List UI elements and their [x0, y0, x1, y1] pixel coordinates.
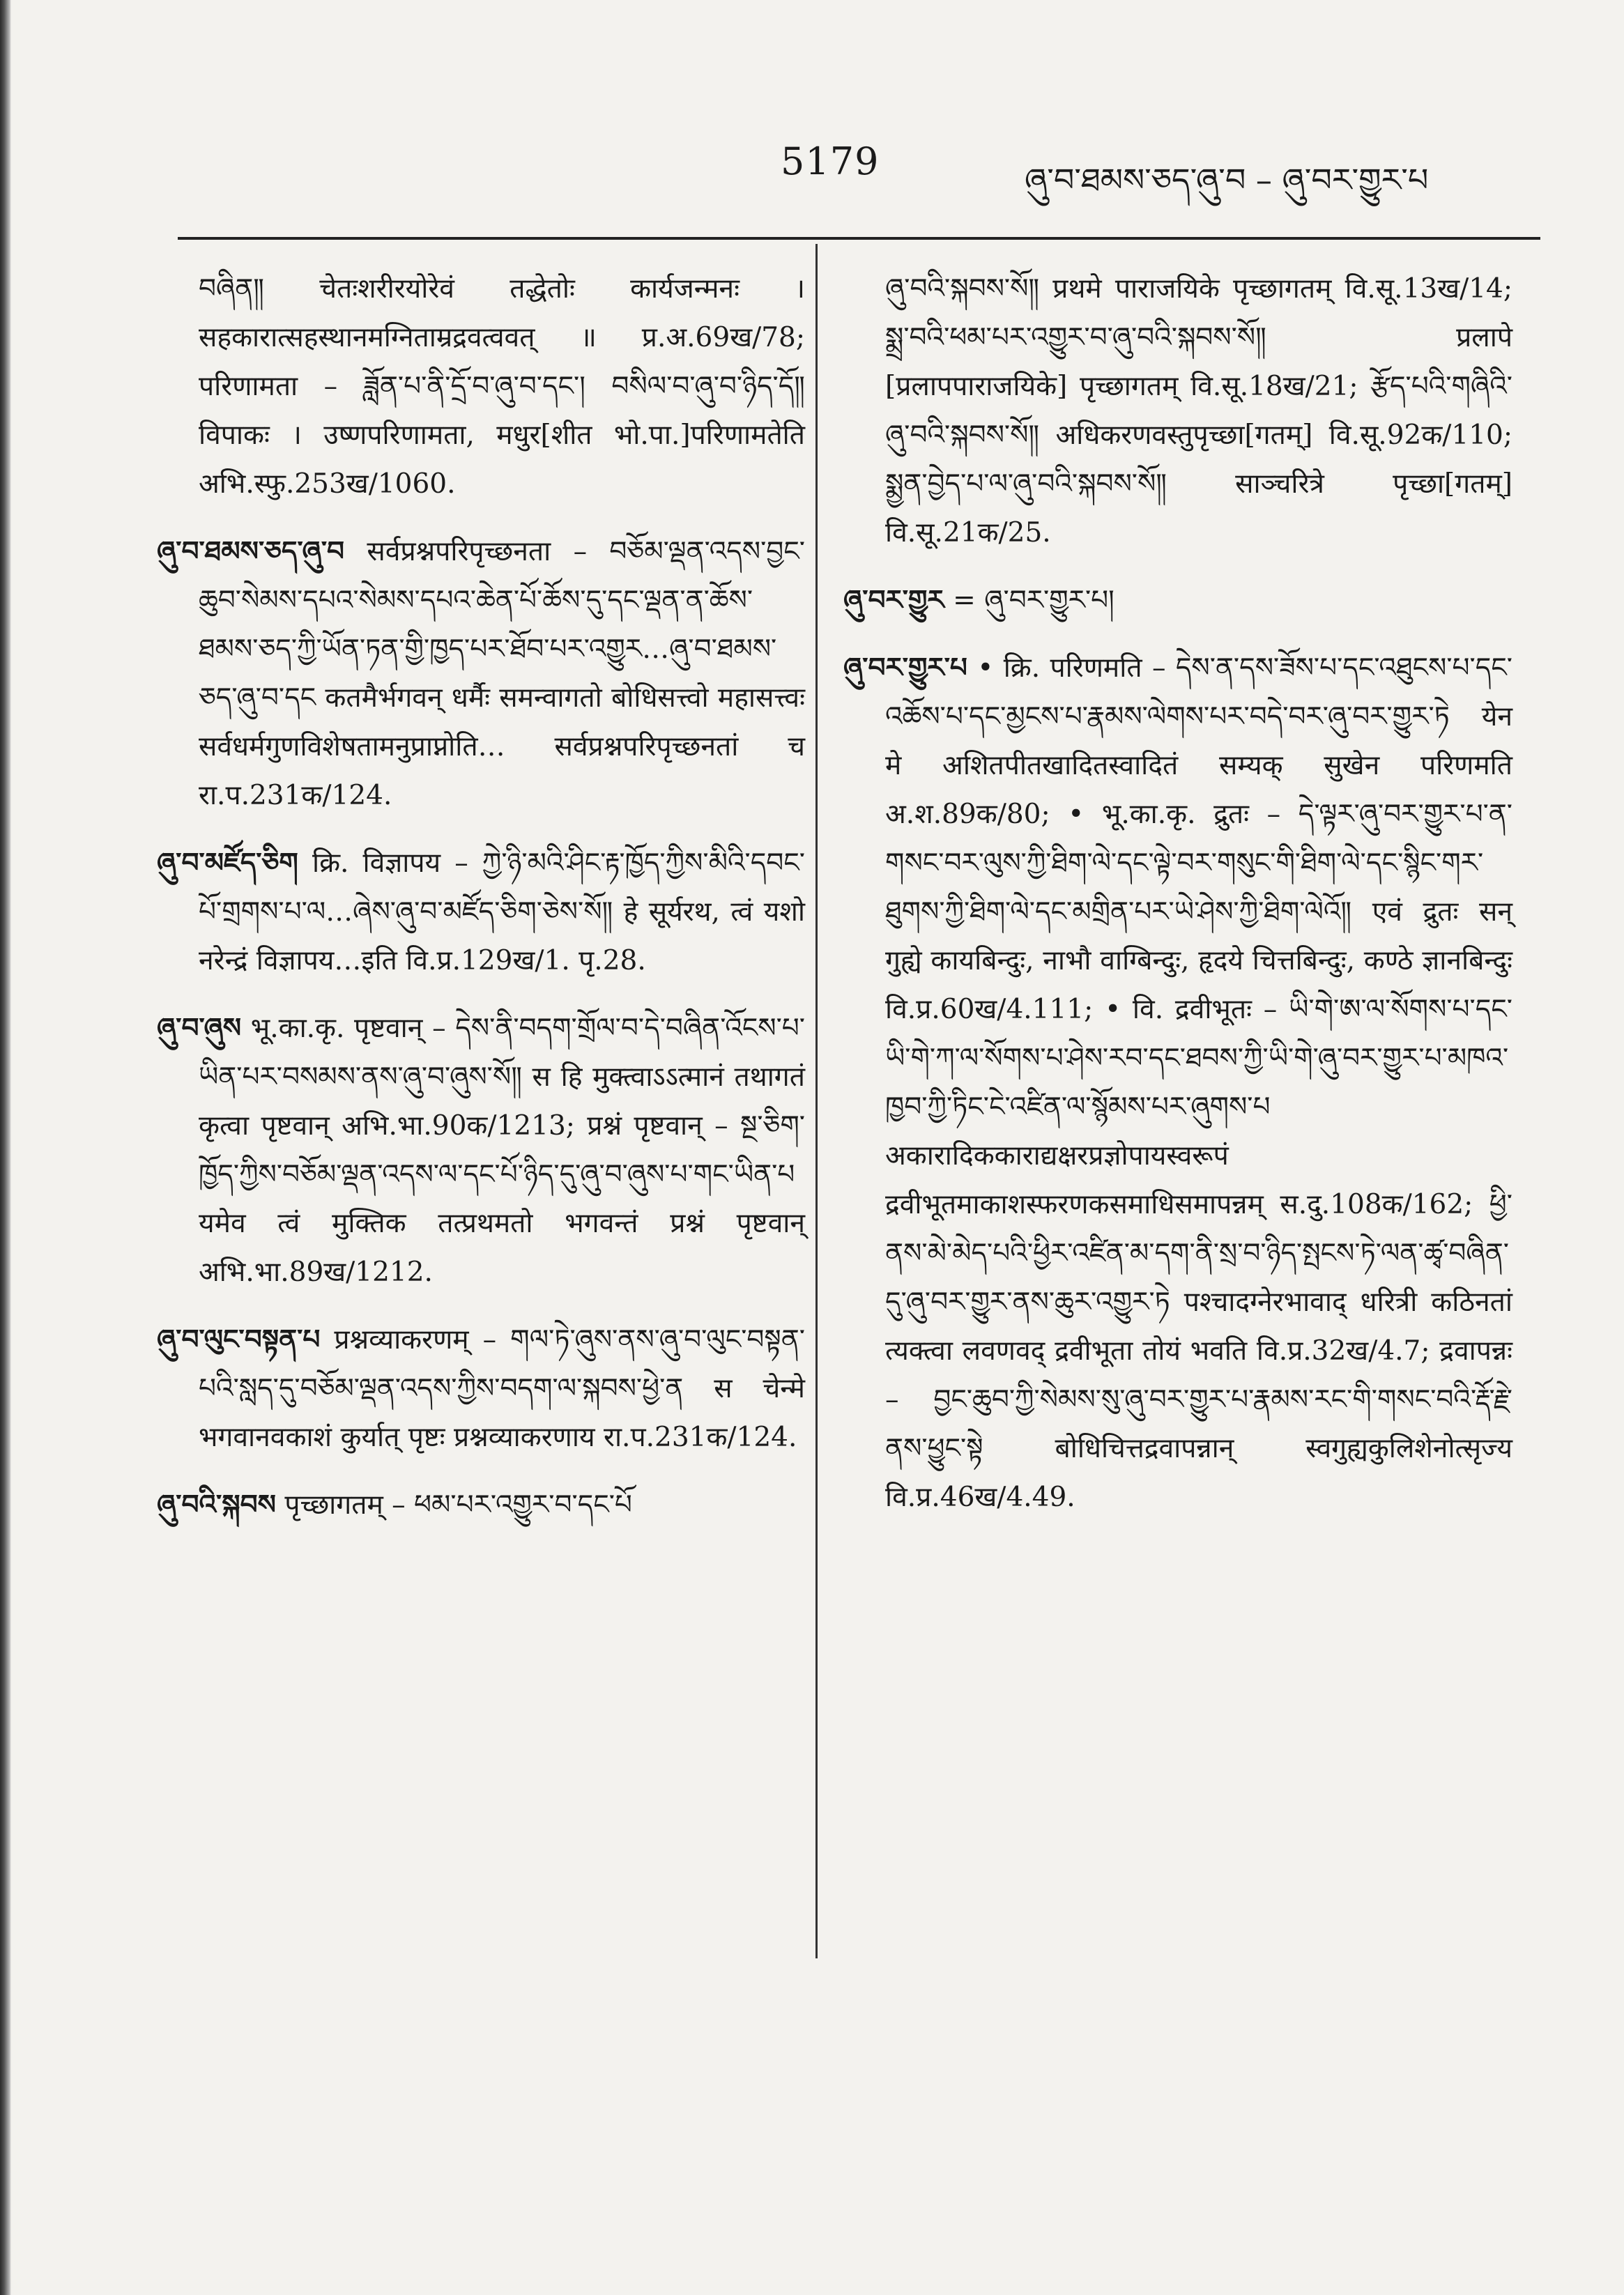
entry-headword: ཞུ་བའི་སྐབས — [157, 1489, 276, 1521]
entry-text: क्रि. विज्ञापय – ཀྱེ་ཉི་མའི་ཤིང་རྟ་ཁྱོད་ཀྱིས་མིའི་དབང་པོ་གྲགས་པ་ལ…ཞེས་ཞུ་བ་མཛོད་ཅིག་ཅེས་སོ༎ हे सूर्यरथ, त्वं यशो नरेन्द्रं विज्ञापय…इति वि.प्र.129ख/1. पृ.28. — [199, 847, 805, 976]
dictionary-entry — [157, 838, 805, 985]
entry-text: བཞིན༎ चेतःशरीरयोरेवं तद्धेतोः कार्यजन्मनः । सहकारात्सहस्थानमग्निताम्रद्रवत्ववत् ॥ प्र.अ.69ख/78; परिणामता – ཟློན་པ་ནི་དྲོ་བ་ཞུ་བ་དང་། བསིལ་བ་ཞུ་བ་ཉིད་དོ༎ विपाकः । उष्णपरिणामता, मधुर[शीत भो.पा.]परिणामतेति अभि.स्फु.253ख/1060. — [199, 273, 805, 500]
entry-text: सर्वप्रश्नपरिपृच्छनता – བཅོམ་ལྡན་འདས་བྱང་ཆུབ་སེམས་དཔའ་སེམས་དཔའ་ཆེན་པོ་ཆོས་དུ་དང་ལྡན་ན་ཆོས་ཐམས་ཅད་ཀྱི་ཡོན་ཏན་གྱི་ཁྱད་པར་ཐོབ་པར་འགྱུར…ཞུ་བ་ཐམས་ཅད་ཞུ་བ་དང कतमैर्भगवन् धर्मैः समन्वागतो बोधिसत्त्वो महासत्त्वः सर्वधर्मगुणविशेषतामनुप्राप्नोति… सर्वप्रश्नपरिपृच्छनतां च रा.प.231क/124. — [199, 536, 805, 811]
entry-headword: ཞུ་བ་ཐམས་ཅད་ཞུ་བ — [157, 535, 345, 567]
entry-text: प्रश्नव्याकरणम् – གལ་ཏེ་ཞུས་ནས་ཞུ་བ་ལུང་བསྟན་པའི་སླད་དུ་བཅོམ་ལྡན་འདས་ཀྱིས་བདག་ལ་སྐབས་ཕྱེ་ན स चेन्मे भगवानवकाशं कुर्यात् पृष्टः प्रश्नव्याकरणाय रा.प.231क/124. — [199, 1324, 805, 1453]
entry-headword: ཞུ་བ་མཛོད་ཅིག — [157, 847, 298, 879]
column-divider — [815, 244, 818, 1958]
entry-headword: ཞུ་བར་གྱུར — [843, 584, 944, 616]
right-column — [843, 265, 1512, 1540]
entry-text: = ཞུ་བར་གྱུར་པ། — [953, 585, 1114, 616]
entry-continuation — [843, 265, 1512, 558]
entry-headword: ཞུ་བ་ཞུས — [157, 1012, 242, 1044]
dictionary-entry — [843, 576, 1512, 625]
entry-headword: ཞུ་བ་ལུང་བསྟན་པ — [157, 1323, 321, 1356]
scan-edge — [0, 0, 11, 2295]
entry-continuation — [157, 265, 805, 509]
dictionary-entry — [157, 1004, 805, 1297]
dictionary-entry — [157, 1480, 805, 1530]
entry-text: भू.का.कृ. पृष्टवान् – དེས་ནི་བདག་གྲོལ་བ་དེ་བཞིན་འོངས་པ་ཡིན་པར་བསམས་ནས་ཞུ་བ་ཞུས་སོ༎ स हि मुक्त्वाऽऽत्मानं तथागतं कृत्वा पृष्टवान् अभि.भा.90क/1213; प्रश्नं पृष्टवान् – སྔ་ཅིག་ཁྱོད་ཀྱིས་བཅོམ་ལྡན་འདས་ལ་དང་པོ་ཉིད་དུ་ཞུ་བ་ཞུས་པ་གང་ཡིན་པ यमेव त्वं मुक्तिक तत्प्रथमतो भगवन्तं प्रश्नं पृष्टवान् अभि.भा.89ख/1212. — [199, 1013, 805, 1288]
dictionary-entry — [157, 527, 805, 820]
running-head: ཞུ་བ་ཐམས་ཅད་ཞུ་བ – ཞུ་བར་གྱུར་པ — [1025, 161, 1429, 199]
dictionary-entry — [157, 1315, 805, 1462]
dictionary-entry — [843, 643, 1512, 1522]
page-number: 5179 — [781, 139, 880, 183]
entry-text: पृच्छागतम् – ཕམ་པར་འགྱུར་བ་དང་པོ — [284, 1489, 632, 1521]
entry-headword: ཞུ་བར་གྱུར་པ — [843, 652, 967, 684]
header-rule — [178, 237, 1540, 240]
entry-text: ཞུ་བའི་སྐབས་སོ༎ प्रथमे पाराजयिके पृच्छागतम् वि.सू.13ख/14; སྨྲ་བའི་ཕམ་པར་འགྱུར་བ་ཞུ་བའི་སྐབས་སོ༎ प्रलापे [प्रलापपाराजयिके] पृच्छागतम् वि.सू.18ख/21; རྩོད་པའི་གཞིའི་ཞུ་བའི་སྐབས་སོ༎ अधिकरणवस्तुपृच्छा[गतम्] वि.सू.92क/110; སྨྱན་བྱེད་པ་ལ་ཞུ་བའི་སྐབས་སོ༎ साञ्चरित्रे पृच्छा[गतम्] वि.सू.21क/25. — [885, 273, 1512, 548]
entry-text: • क्रि. परिणमति – དེས་ན་དས་ཟོས་པ་དང་འཐུངས་པ་དང་འཆོས་པ་དང་མྱངས་པ་རྣམས་ལེགས་པར་བདེ་བར་ཞུ་བར་གྱུར་ཏེ येन मे अशितपीतखादितस्वादितं सम्यक् सुखेन परिणमति अ.श.89क/80; • भू.का.कृ. द्रुतः – དེ་ལྟར་ཞུ་བར་གྱུར་པ་ན་གསང་བར་ལུས་ཀྱི་ཐིག་ལེ་དང་ལྟེ་བར་གསུང་གི་ཐིག་ལེ་དང་སྙིང་གར་ཐུགས་ཀྱི་ཐིག་ལེ་དང་མགྲིན་པར་ཡེ་ཤེས་ཀྱི་ཐིག་ལེའོ༎ एवं द्रुतः सन् गुह्ये कायबिन्दुः, नाभौ वाग्बिन्दुः, हृदये चित्तबिन्दुः, कण्ठे ज्ञानबिन्दुः वि.प्र.60ख/4.111; • वि. द्रवीभूतः – ཡི་གེ་ཨ་ལ་སོགས་པ་དང་ཡི་གེ་ཀ་ལ་སོགས་པ་ཤེས་རབ་དང་ཐབས་ཀྱི་ཡི་གེ་ཞུ་བར་གྱུར་པ་མཁའ་ཁྱབ་ཀྱི་ཏིང་ངེ་འཛིན་ལ་སྙོམས་པར་ཞུགས་པ अकारादिककाराद्यक्षरप्रज्ञोपायस्वरूपं द्रवीभूतमाकाशस्फरणकसमाधिसमापन्नम् स.दु.108क/162; ཕྱི་ནས་མེ་མེད་པའི་ཕྱིར་འཛིན་མ་དག་ནི་སྲ་བ་ཉིད་སྤངས་ཏེ་ལན་ཚྭ་བཞིན་དུ་ཞུ་བར་གྱུར་ནས་ཆུར་འགྱུར་ཏེ पश्चादग्नेरभावाद् धरित्री कठिनतां त्यक्त्वा लवणवद् द्रवीभूता तोयं भवति वि.प्र.32ख/4.7; द्रवापन्नः – བྱང་ཆུབ་ཀྱི་སེམས་སུ་ཞུ་བར་གྱུར་པ་རྣམས་རང་གི་གསང་བའི་རྡོ་རྗེ་ནས་ཕྱུང་སྟེ बोधिचित्तद्रवापन्नान् स्वगुह्यकुलिशेनोत्सृज्य वि.प्र.46ख/4.49. — [885, 652, 1512, 1513]
page-header — [181, 139, 1533, 202]
left-column — [157, 265, 805, 1548]
